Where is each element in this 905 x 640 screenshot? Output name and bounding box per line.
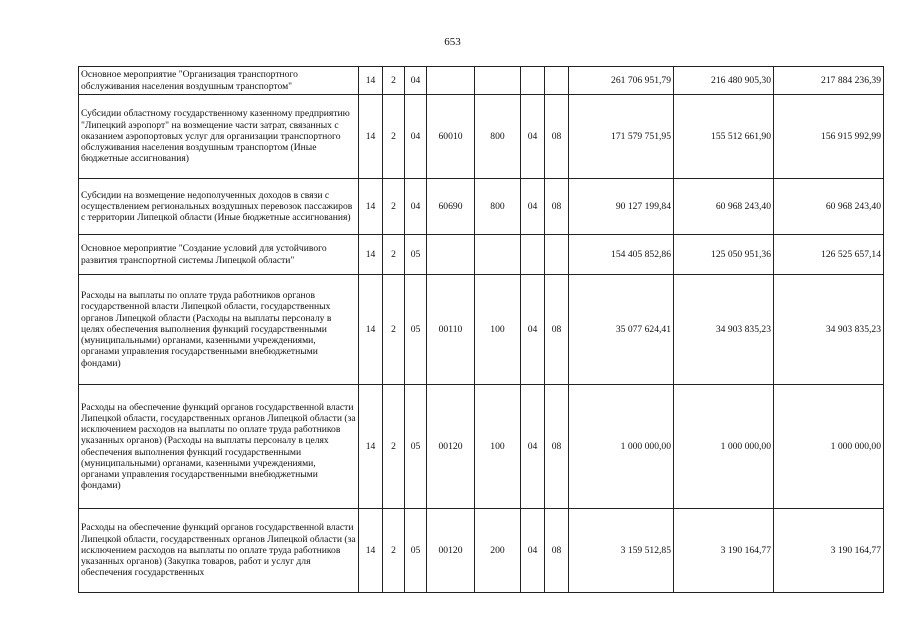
table-row [79,95,884,179]
cell-code-a [521,67,545,95]
cell-group: 05 [405,509,427,593]
cell-group: 04 [405,67,427,95]
cell-amount-year3: 217 884 236,39 [774,67,884,95]
cell-amount-year1: 171 579 751,95 [569,95,674,179]
cell-code-b [545,67,569,95]
cell-amount-year2: 1 000 000,00 [674,385,774,509]
cell-subsection: 2 [383,275,405,385]
cell-section: 14 [359,509,383,593]
cell-code-b: 08 [545,275,569,385]
cell-amount-year2: 125 050 951,36 [674,235,774,275]
cell-amount-year1: 261 706 951,79 [569,67,674,95]
cell-amount-year2: 3 190 164,77 [674,509,774,593]
cell-expense-type: 800 [475,95,521,179]
row-description: Расходы на обеспечение функций органов государственной власти Липецкой области, государственных органов Липецкой области (за исключением расходов на выплаты по оплате труда работников указанных органов) (Закупка товаров, работ и услуг для обеспечения государственных [79,509,359,593]
cell-subsection: 2 [383,385,405,509]
table-row [79,235,884,275]
cell-amount-year3: 34 903 835,23 [774,275,884,385]
table-row [79,67,884,95]
cell-amount-year3: 126 525 657,14 [774,235,884,275]
cell-code: 60010 [427,95,475,179]
cell-code: 00120 [427,385,475,509]
budget-table [78,66,884,593]
cell-subsection: 2 [383,179,405,235]
cell-section: 14 [359,179,383,235]
cell-expense-type: 200 [475,509,521,593]
cell-section: 14 [359,67,383,95]
cell-amount-year3: 156 915 992,99 [774,95,884,179]
cell-section: 14 [359,275,383,385]
table-row [79,509,884,593]
cell-expense-type: 800 [475,179,521,235]
cell-section: 14 [359,385,383,509]
cell-amount-year2: 155 512 661,90 [674,95,774,179]
cell-group: 04 [405,95,427,179]
cell-code: 00120 [427,509,475,593]
row-description: Расходы на выплаты по оплате труда работников органов государственной власти Липецкой области, государственных органов Липецкой области (Расходы на выплаты персоналу в целях обеспечения выполнения функций государственными (муниципальными) органами, казенными учреждениями, органами управления государственными внебюджетными фондами) [79,275,359,385]
cell-subsection: 2 [383,67,405,95]
cell-amount-year1: 90 127 199,84 [569,179,674,235]
cell-section: 14 [359,235,383,275]
cell-code-a [521,235,545,275]
cell-amount-year1: 1 000 000,00 [569,385,674,509]
row-description: Субсидии на возмещение недополученных доходов в связи с осуществлением региональных воздушных перевозок пассажиров с территории Липецкой области (Иные бюджетные ассигнования) [79,179,359,235]
table-row [79,275,884,385]
cell-amount-year1: 3 159 512,85 [569,509,674,593]
cell-code-b: 08 [545,95,569,179]
cell-code-a: 04 [521,95,545,179]
cell-group: 05 [405,235,427,275]
cell-code [427,67,475,95]
cell-code-b: 08 [545,179,569,235]
cell-code-b: 08 [545,385,569,509]
cell-code: 60690 [427,179,475,235]
cell-group: 05 [405,385,427,509]
cell-amount-year1: 35 077 624,41 [569,275,674,385]
cell-subsection: 2 [383,509,405,593]
cell-group: 05 [405,275,427,385]
cell-subsection: 2 [383,235,405,275]
row-description: Расходы на обеспечение функций органов государственной власти Липецкой области, государственных органов Липецкой области (за исключением расходов на выплаты по оплате труда работников указанных органов) (Расходы на выплаты персоналу в целях обеспечения выполнения функций государственными (муниципальными) органами, казенными учреждениями, органами управления государственными внебюджетными фондами) [79,385,359,509]
row-description: Субсидии областному государственному казенному предприятию "Липецкий аэропорт" на возмещение части затрат, связанных с оказанием аэропортовых услуг для организации транспортного обслуживания населения воздушным транспортом (Иные бюджетные ассигнования) [79,95,359,179]
cell-amount-year2: 60 968 243,40 [674,179,774,235]
table-row [79,385,884,509]
cell-code-a: 04 [521,385,545,509]
cell-expense-type [475,67,521,95]
cell-amount-year2: 216 480 905,30 [674,67,774,95]
cell-code-a: 04 [521,179,545,235]
cell-code-b: 08 [545,509,569,593]
cell-expense-type [475,235,521,275]
cell-code-b [545,235,569,275]
cell-amount-year3: 3 190 164,77 [774,509,884,593]
cell-amount-year3: 1 000 000,00 [774,385,884,509]
cell-amount-year1: 154 405 852,86 [569,235,674,275]
cell-expense-type: 100 [475,385,521,509]
cell-code-a: 04 [521,509,545,593]
row-description: Основное мероприятие "Организация транспортного обслуживания населения воздушным транспортом" [79,67,359,95]
page-number: 653 [444,36,461,48]
cell-code-a: 04 [521,275,545,385]
cell-code: 00110 [427,275,475,385]
cell-expense-type: 100 [475,275,521,385]
row-description: Основное мероприятие "Создание условий для устойчивого развития транспортной системы Липецкой области" [79,235,359,275]
cell-code [427,235,475,275]
cell-subsection: 2 [383,95,405,179]
cell-group: 04 [405,179,427,235]
table-row [79,179,884,235]
cell-amount-year3: 60 968 243,40 [774,179,884,235]
cell-section: 14 [359,95,383,179]
cell-amount-year2: 34 903 835,23 [674,275,774,385]
